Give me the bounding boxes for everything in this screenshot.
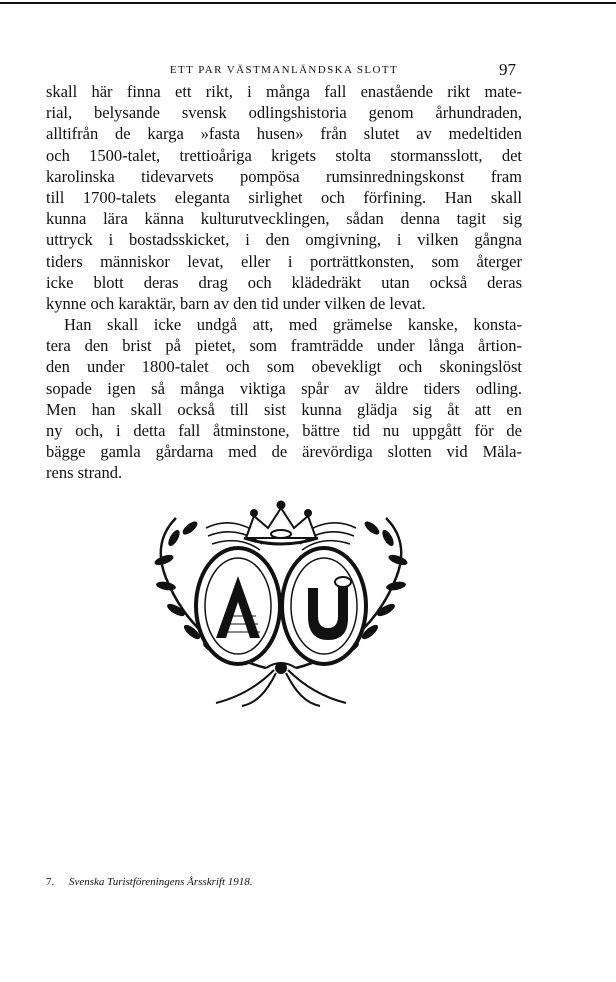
text-line: tera den brist på pietet, som framträdde under långa årtion- [46,336,522,356]
text-line: uttryck i bostadsskicket, i den omgivning, i vilken gångna [46,230,522,250]
text-line: den under 1800-talet och som obevekligt och skoningslöst [46,357,522,377]
text-line: och 1500-talet, trettioåriga krigets stolta stormansslott, det [46,145,522,165]
text-line: bägge gamla gårdarna med de ärevördiga slotten vid Mäla- [46,442,522,462]
footnote-reference: Svenska Turistföreningens Årsskrift 1918. [69,876,253,888]
text-line: tiders människor levat, eller i porträttkonsten, som återger [46,251,522,271]
text-line: till 1700-talets eleganta sirlighet och förfining. Han skall [46,187,522,207]
page-header [46,60,522,82]
text-line: ny och, i detta fall åtminstone, bättre tid nu uppgått för de [46,421,522,440]
body-text [46,81,522,484]
text-line: kynne och karaktär, barn av den tid under vilken de levat. [46,293,426,313]
text-line: alltifrån de karga »fasta husen» från slutet av medeltiden [46,124,522,144]
coat-of-arms-icon [146,498,416,708]
text-line: kunna lära känna kulturutvecklingen, sådan denna tagit sig [46,209,522,229]
top-rule [0,2,616,4]
text-line: rial, belysande svensk odlingshistoria genom århundraden, [46,103,522,123]
running-head: ETT PAR VÄSTMANLÄNDSKA SLOTT [169,64,399,76]
text-line: karolinska tidevarvets pompösa rumsinredningskonst fram [46,166,522,186]
text-line: Han skall icke undgå att, med grämelse kanske, konsta- [64,315,522,335]
text-line: icke blott deras drag och klädedräkt utan också deras [46,272,522,292]
page-number: 97 [499,60,516,79]
text-line: skall här finna ett rikt, i många fall enastående rikt mate- [46,82,522,101]
text-line: rens strand. [46,463,123,483]
footnote [46,876,253,888]
footnote-number: 7. [46,876,55,888]
text-line: sopade igen så många viktiga spår av äldre tiders odling. [46,378,522,398]
text-line: Men han skall också till sist kunna glädja sig åt att en [46,399,522,419]
